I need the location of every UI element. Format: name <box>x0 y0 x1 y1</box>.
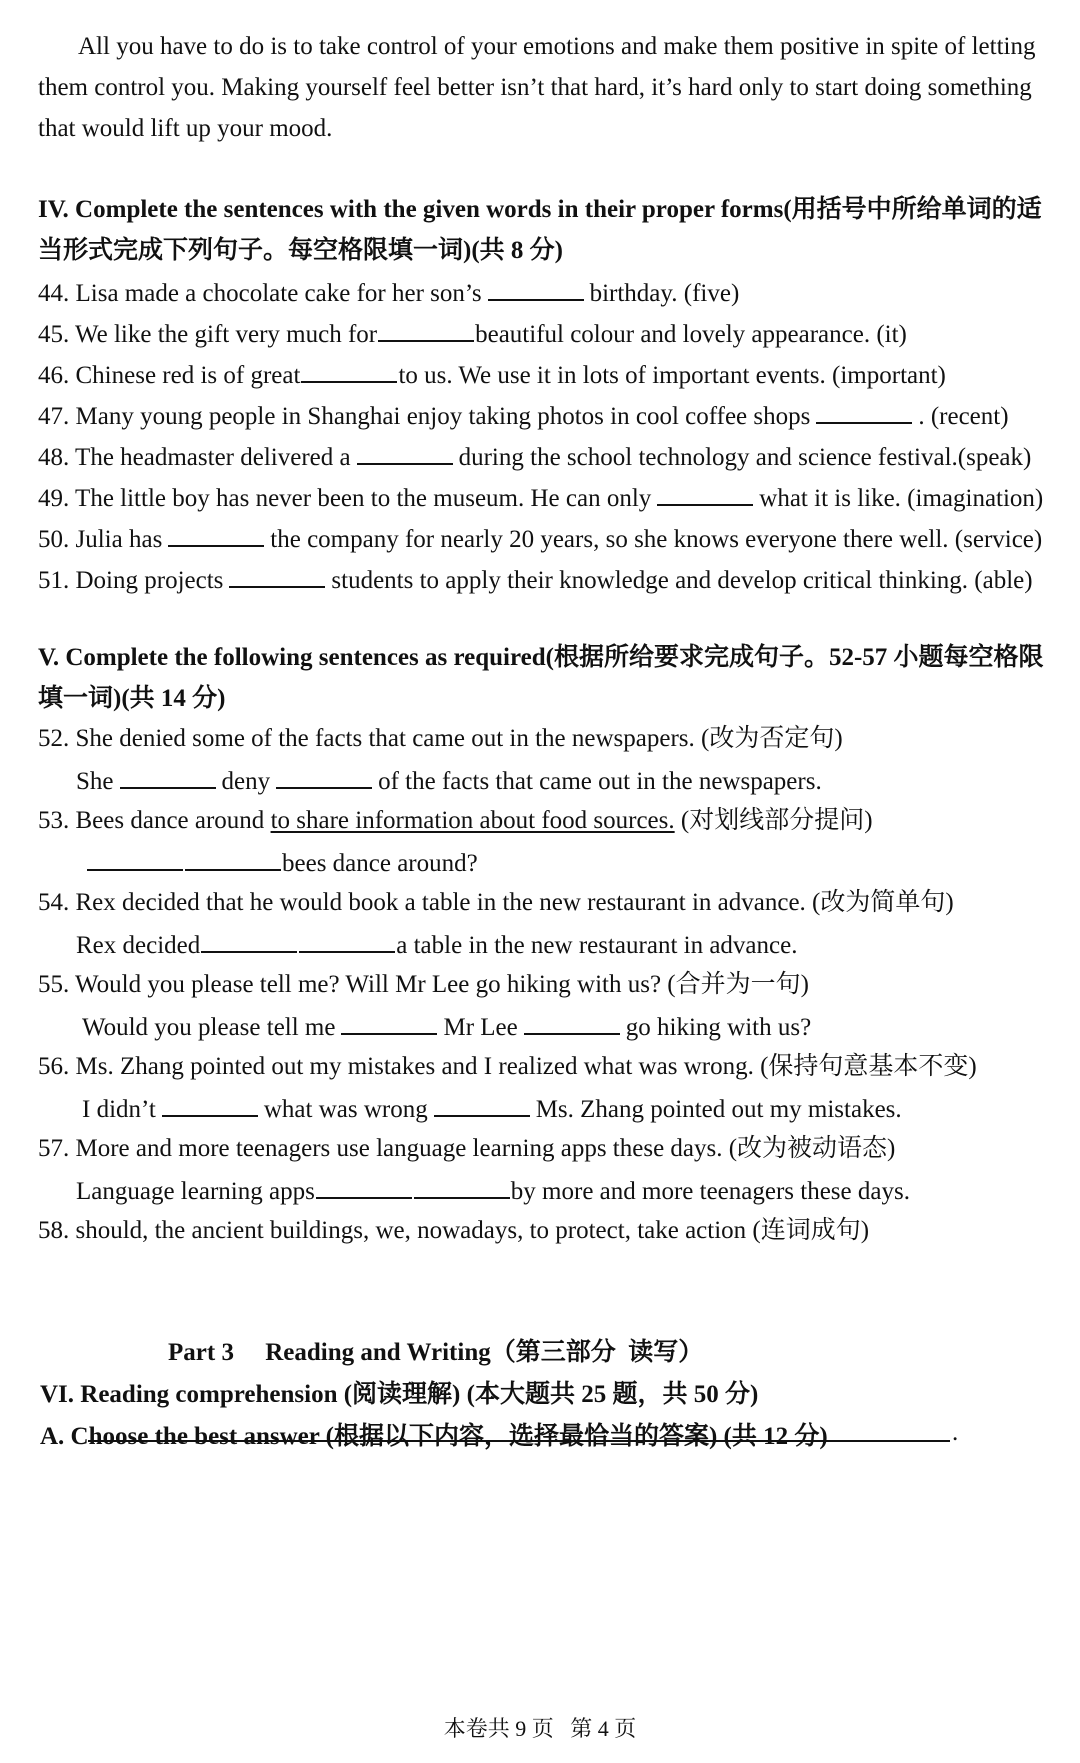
answer-blank[interactable] <box>229 564 325 588</box>
question-54: 54. Rex decided that he would book a table in the new restaurant in advance. (改为简单句) <box>38 889 954 916</box>
question-50: 50. Julia has the company for nearly 20 years, so she knows everyone there well. (service) <box>38 523 1042 555</box>
section-a-heading: A. Choose the best answer (根据以下内容，选择最恰当的答案) (共 12 分) <box>40 1423 828 1450</box>
section-4-heading-2: 当形式完成下列句子。每空格限填一词)(共 8 分) <box>38 237 563 264</box>
answer-line-56: I didn’t what was wrong Ms. Zhang pointed out my mistakes. <box>82 1093 902 1125</box>
sentence-end-mark: . <box>952 1419 959 1446</box>
section-5-heading-2: 填一词)(共 14 分) <box>38 685 226 712</box>
intro-line-2: them control you. Making yourself feel better isn’t that hard, it’s hard only to start doing something <box>38 74 1032 101</box>
question-53: 53. Bees dance around to share information about food sources. (对划线部分提问) <box>38 807 873 834</box>
answer-blank[interactable] <box>341 1011 437 1035</box>
answer-blank[interactable] <box>185 847 281 871</box>
answer-blank[interactable] <box>120 765 216 789</box>
question-48: 48. The headmaster delivered a during the school technology and science festival.(speak) <box>38 441 1031 473</box>
page-footer: 本卷共 9 页 第 4 页 <box>443 1716 637 1741</box>
intro-line-1: All you have to do is to take control of your emotions and make them positive in spite of letting <box>78 33 1036 60</box>
question-55: 55. Would you please tell me? Will Mr Lee go hiking with us? (合并为一句) <box>38 971 809 998</box>
question-45: 45. We like the gift very much for beautiful colour and lovely appearance. (it) <box>38 318 907 350</box>
answer-blank[interactable] <box>378 318 474 342</box>
answer-blank[interactable] <box>276 765 372 789</box>
answer-blank[interactable] <box>488 277 584 301</box>
answer-line-57: Language learning apps by more and more teenagers these days. <box>76 1175 910 1207</box>
question-44: 44. Lisa made a chocolate cake for her son’s birthday. (five) <box>38 277 739 309</box>
answer-line-52: She deny of the facts that came out in the newspapers. <box>76 765 822 797</box>
answer-line-55: Would you please tell me Mr Lee go hiking with us? <box>82 1011 811 1043</box>
answer-blank[interactable] <box>524 1011 620 1035</box>
question-52: 52. She denied some of the facts that came out in the newspapers. (改为否定句) <box>38 725 843 752</box>
question-47: 47. Many young people in Shanghai enjoy taking photos in cool coffee shops . (recent) <box>38 400 1009 432</box>
answer-blank[interactable] <box>816 400 912 424</box>
section-5-heading-1: V. Complete the following sentences as required(根据所给要求完成句子。52-57 小题每空格限 <box>38 644 1044 671</box>
intro-line-3: that would lift up your mood. <box>38 115 333 142</box>
answer-blank[interactable] <box>434 1093 530 1117</box>
answer-blank[interactable] <box>299 929 395 953</box>
underlined-phrase: to share information about food sources. <box>270 807 675 834</box>
question-49: 49. The little boy has never been to the museum. He can only what it is like. (imagination) <box>38 482 1043 514</box>
section-4-heading-1: IV. Complete the sentences with the given words in their proper forms(用括号中所给单词的适 <box>38 196 1042 223</box>
answer-blank[interactable] <box>357 441 453 465</box>
answer-blank[interactable] <box>414 1175 510 1199</box>
part-3-title: Part 3 Reading and Writing（第三部分 读写） <box>168 1339 704 1366</box>
question-57: 57. More and more teenagers use language learning apps these days. (改为被动语态) <box>38 1135 896 1162</box>
answer-blank[interactable] <box>87 847 183 871</box>
answer-blank[interactable] <box>168 523 264 547</box>
answer-line-53: bees dance around? <box>86 847 478 879</box>
answer-blank[interactable] <box>201 929 297 953</box>
question-56: 56. Ms. Zhang pointed out my mistakes and I realized what was wrong. (保持句意基本不变) <box>38 1053 977 1080</box>
answer-line-54: Rex decided a table in the new restaurant in advance. <box>76 929 797 961</box>
answer-blank[interactable] <box>657 482 753 506</box>
answer-blank[interactable] <box>162 1093 258 1117</box>
answer-blank[interactable] <box>316 1175 412 1199</box>
section-6-heading: VI. Reading comprehension (阅读理解) (本大题共 25 题，共 50 分) <box>40 1381 759 1408</box>
question-46: 46. Chinese red is of great to us. We use it in lots of important events. (important) <box>38 359 946 391</box>
answer-blank[interactable] <box>301 359 397 383</box>
question-51: 51. Doing projects students to apply their knowledge and develop critical thinking. (able) <box>38 564 1033 596</box>
question-58: 58. should, the ancient buildings, we, nowadays, to protect, take action (连词成句) <box>38 1217 870 1244</box>
